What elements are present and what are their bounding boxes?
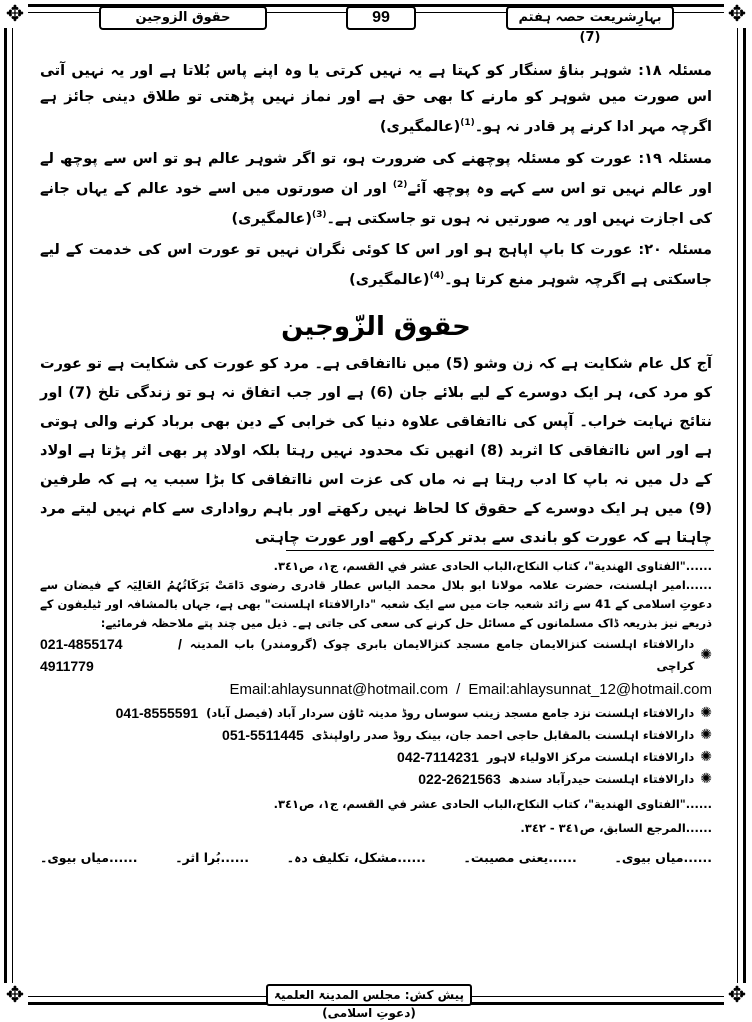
email-2[interactable]: Email:ahlaysunnat@hotmail.com: [229, 681, 449, 698]
glossary-7: ......مشکل، تکلیف دہ۔: [286, 850, 426, 865]
corner-ornament-icon: ✥: [2, 983, 28, 1009]
section-heading: حقوق الزّوجین: [281, 312, 471, 342]
glossary-row: [40, 850, 712, 865]
masla-18: مسئلہ ۱۸: شوہر بناؤ سنگار کو کہتا ہے یہ نہیں کرتی یا وہ اپنے پاس بُلاتا ہے اور یہ نہیں آتی اس صورت میں شوہر کو مارنے کا بھی حق ہے اور نماز نہیں پڑھتی تو طلاق دینی جائز ہے اگرچہ مہر ادا کرنے پر قادر نہ ہو۔$^{(1)}$(عالمگیری): [40, 63, 712, 135]
address-row: ✺ دارالافتاء اہلسنت نزد جامع مسجد زینب سوساں روڈ مدینہ ٹاؤن سردار آباد (فیصل آباد) 041-8555591: [40, 702, 712, 724]
email-row: [40, 681, 712, 698]
address-row: ✺ دارالافتاء اہلسنت بالمقابل حاجی احمد جان، بینک روڈ صدر راولپنڈی 051-5511445: [40, 724, 712, 746]
address-row: ✺ دارالافتاء اہلسنت کنزالایمان جامع مسجد کنزالایمان بابری چوک (گرومندر) باب المدینہ کراچی 021-4855174 / 4911779: [40, 636, 712, 674]
footnote-3: ......"الفتاوى الهندية"، كتاب النكاح،الباب الحادى عشر في القسم، ج١، ص٣٤١.: [273, 797, 712, 811]
bullet-star-icon: ✺: [700, 749, 712, 765]
book-title: بہارِشریعت حصہ ہفتم (7): [506, 6, 674, 30]
glossary-9: ......میاں بیوی۔: [40, 850, 138, 865]
email-separator: /: [456, 681, 461, 698]
footnote-2: ......امیر اہلسنت، حضرت علامہ مولانا ابو بلال محمد الیاس عطار قادری رضوی دَامَتْ بَرَکَاتُہُمُ العَالِیَہ کے فیضان سے دعوتِ اسلامی کے 41 سے زائد شعبہ جات میں سے ایک شعبہ "دارالافتاء اہلسنت" بھی ہے، جہاں بالمشافہ اور ٹیلیفون کے ذریعے نیز بذریعہ ڈاک مسلمانوں کے مسائل حل کرنے کی سعی کی جاتی ہے۔ ذیل میں چند پتے ملاحظہ فرمائیے:: [40, 578, 713, 630]
glossary-6: ......یعنی مصیبت۔: [463, 850, 577, 865]
bullet-star-icon: ✺: [700, 727, 712, 743]
section-title: حقوق الزوجین: [99, 6, 267, 30]
page-number: 99: [346, 6, 416, 30]
body-paragraph: آج کل عام شکایت ہے کہ زن وشو (5) میں نااتفاقی ہے۔ مرد کو عورت کی شکایت ہے تو عورت کو مرد کی، ہر ایک دوسرے کے لیے بلائے جان (6) ہے اور جب اتفاق نہ ہو تو زندگی تلخ (7) اور نتائج نہایت خراب۔ آپس کی نااتفاقی علاوہ دنیا کی خرابی کے دین بھی برباد کرنے والی ہوتی ہے اور اس نااتفاقی کا اثربد (8) انھیں تک محدود نہیں رہتا بلکہ اولاد پر بھی اثر پڑتا ہے اولاد کے دل میں نہ باپ کا ادب رہتا ہے نہ ماں کی عزت اس نااتفاقی کا بڑا سبب یہ ہے کہ طرفین (9) میں ہر ایک دوسرے کے حقوق کا لحاظ نہیں رکھتے اور باہم رواداری سے کام نہیں لیتے مرد چاہتا ہے کہ عورت کو باندی سے بدتر کرکے رکھے اور عورت چاہتی: [40, 356, 712, 546]
glossary-5: ......میاں بیوی۔: [614, 850, 712, 865]
email-1[interactable]: Email:ahlaysunnat_12@hotmail.com: [468, 681, 712, 698]
bullet-star-icon: ✺: [700, 705, 712, 721]
corner-ornament-icon: ✥: [724, 2, 750, 28]
corner-ornament-icon: ✥: [724, 983, 750, 1009]
footnote-divider: [286, 550, 714, 551]
footer-presenter: پیش کش: مجلس المدینۃ العلمیۃ (دعوتِ اسلامی): [266, 984, 472, 1006]
bullet-star-icon: ✺: [700, 771, 712, 787]
bullet-star-icon: ✺: [700, 647, 712, 663]
address-row: ✺ دارالافتاء اہلسنت حیدرآباد سندھ 022-2621563: [40, 768, 712, 790]
address-row: ✺ دارالافتاء اہلسنت مرکز الاولیاء لاہور 042-7114231: [40, 746, 712, 768]
masail-block: [40, 58, 712, 293]
masla-20: مسئلہ ۲۰: عورت کا باپ اپاہج ہو اور اس کا کوئی نگران نہیں تو عورت اس کی خدمت کے لیے جاسکتی ہے اگرچہ شوہر منع کرتا ہو۔$^{(4)}$(عالمگیری): [40, 242, 712, 289]
footnote-1: ......"الفتاوى الهندية"، كتاب النكاح،الباب الحادى عشر في القسم، ج١، ص٣٤١.: [273, 559, 712, 573]
footnote-4: ......المرجع السابق، ص٣٤١ - ٣٤٢.: [520, 821, 712, 835]
masla-19: مسئلہ ۱۹: عورت کو مسئلہ پوچھنے کی ضرورت ہو، تو اگر شوہر عالم ہو تو اس سے پوچھ لے اور عالم نہیں تو اس سے کہے وہ پوچھ آئے$^{(2)}$ اور ان صورتوں میں اسے خود عالم کے یہاں جانے کی اجازت نہیں اور یہ صورتیں نہ ہوں تو جاسکتی ہے۔$^{(3)}$(عالمگیری): [40, 150, 712, 227]
glossary-8: ......بُرا اثر۔: [175, 850, 249, 865]
footnotes-block: [40, 556, 712, 865]
corner-ornament-icon: ✥: [2, 2, 28, 28]
body-block: [40, 350, 712, 553]
